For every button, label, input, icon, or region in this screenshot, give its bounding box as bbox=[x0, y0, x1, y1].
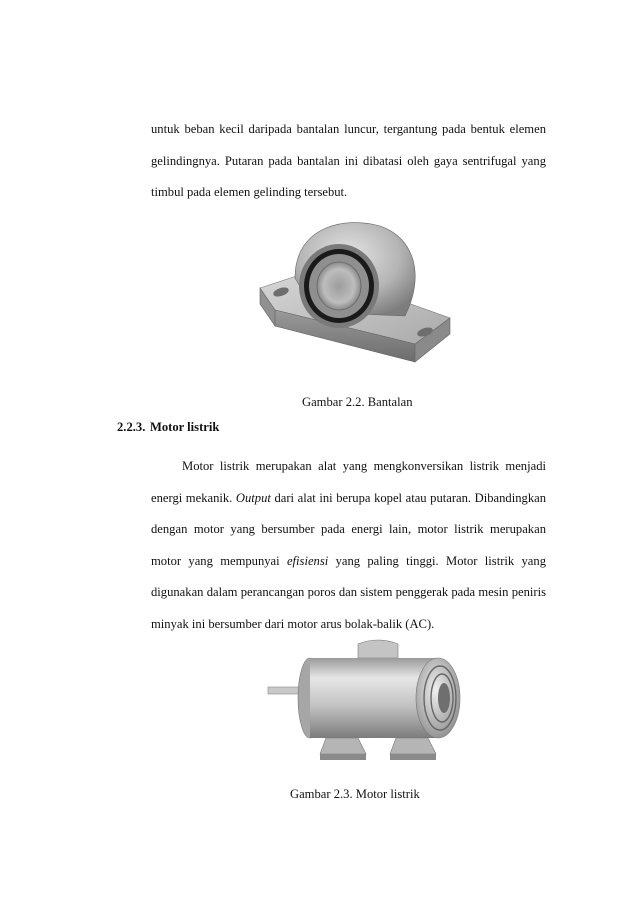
section-title: Motor listrik bbox=[150, 420, 220, 434]
section-number: 2.2.3. bbox=[117, 420, 146, 434]
figure-caption-motor: Gambar 2.3. Motor listrik bbox=[290, 787, 420, 801]
paragraph-motor-text-2: dari alat ini berupa kopel atau putaran. Dibandingkan dengan motor yang bersumber pada energi lain, motor listrik merupakan motor yang mempunyai bbox=[151, 490, 546, 568]
paragraph-bantalan: untuk beban kecil daripada bantalan luncur, tergantung pada bentuk elemen gelindingnya. Putaran pada bantalan ini dibatasi oleh gaya sentrifugal yang timbul pada elemen gelinding tersebut. bbox=[151, 122, 546, 199]
paragraph-motor-text-1: Motor listrik merupakan alat yang mengkonversikan listrik menjadi energi mekanik. bbox=[151, 459, 546, 505]
figure-caption-bantalan: Gambar 2.2. Bantalan bbox=[302, 395, 413, 409]
paragraph-motor-listrik bbox=[151, 451, 546, 640]
paragraph-motor-text-3: yang paling tinggi. Motor listrik yang digunakan dalam perancangan poros dan sistem penggerak pada mesin peniris minyak ini bersumber dari motor arus bolak-balik (AC). bbox=[151, 553, 546, 631]
section-heading bbox=[117, 420, 219, 435]
italic-term-output: Output bbox=[235, 490, 271, 505]
electric-motor-illustration bbox=[266, 636, 466, 766]
italic-term-efisiensi: efisiensi bbox=[286, 553, 329, 568]
bearing-illustration bbox=[255, 216, 455, 376]
